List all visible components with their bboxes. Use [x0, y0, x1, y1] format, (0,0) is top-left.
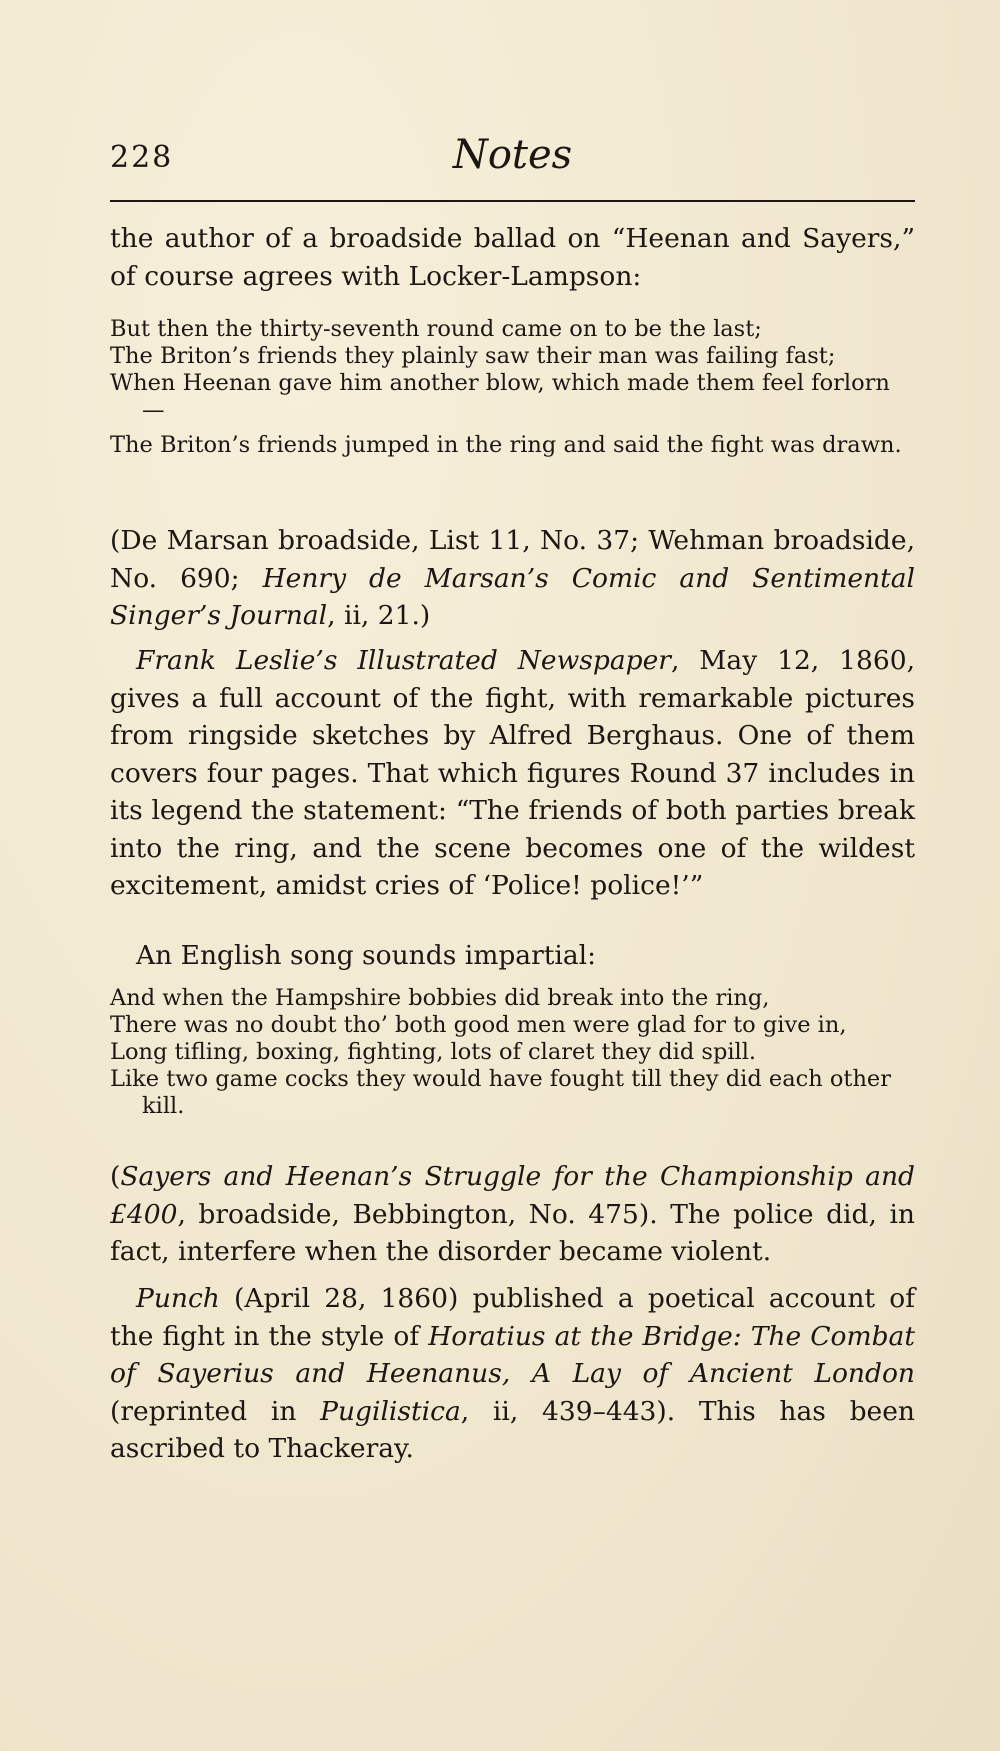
verse-line: The Briton’s friends they plainly saw their man was failing fast;: [110, 343, 836, 369]
paragraph-english-song: [110, 937, 915, 975]
poem-title: Horatius at the Bridge: The Combat of Sayerius and Heenanus, A Lay of Ancient London: [110, 1320, 915, 1389]
newspaper-title: Frank Leslie’s Illustrated Newspaper: [136, 645, 671, 676]
magazine-title: Punch: [136, 1283, 220, 1314]
text-line: course agrees with Locker-Lampson:: [144, 260, 642, 292]
verse-line: The Briton’s friends jumped in the ring and said the fight was drawn.: [110, 432, 902, 458]
verse-line: Long tifling, boxing, fighting, lots of claret they did spill.: [110, 1039, 757, 1065]
page-header: [110, 132, 915, 192]
verse-line: And when the Hampshire bobbies did break into the ring,: [110, 985, 770, 1011]
paragraph-citation-2: [110, 1158, 915, 1271]
broadside-title: Sayers and Heenan’s Struggle for the Championship and £400: [110, 1161, 915, 1230]
citation-text: , ii, 21.): [327, 600, 431, 631]
citation-text: (: [110, 1161, 121, 1192]
text-line: the author of a broadside ballad on “Heenan and Sayers,” of: [110, 223, 915, 292]
verse-quote-1: [110, 316, 915, 459]
paragraph-punch: [110, 1280, 915, 1468]
paragraph-text: , May 12, 1860, gives a full account of the fight, with remarkable pictures from ringside sketches by Alfred Berghaus. One of them covers four pages. That which figures Round 37 includes in its legend the statement: “The friends of both parties break into the ring, and the scene becomes one of the wildest excitement, amidst cries of ‘Police! police!’”: [110, 645, 915, 901]
verse-quote-2: [110, 985, 915, 1120]
paragraph-citation-1: [110, 522, 915, 635]
verse-line: But then the thirty-seventh round came on to be the last;: [110, 316, 762, 342]
header-rule: [110, 200, 915, 202]
verse-line: There was no doubt tho’ both good men were glad for to give in,: [110, 1012, 847, 1038]
book-title: Pugilistica: [320, 1395, 461, 1427]
paragraph-text: (reprinted in: [110, 1395, 321, 1427]
paragraph-text: , ii, 439–443). This has been ascribed to Thackeray.: [110, 1395, 915, 1464]
paragraph-intro: [110, 220, 915, 295]
paragraph-text: (April 28, 1860) published a poetical account of the fight in the style of: [110, 1283, 915, 1352]
paragraph-leslie: [110, 642, 915, 905]
running-head: Notes: [452, 132, 573, 178]
citation-text: , broadside, Bebbington, No. 475). The police did, in fact, interfere when the disorder became violent.: [110, 1198, 915, 1267]
verse-line: Like two game cocks they would have fought till they did each other kill.: [110, 1066, 892, 1119]
citation-text: (De Marsan broadside, List 11, No. 37; Wehman broadside, No. 690;: [110, 525, 915, 594]
verse-line: When Heenan gave him another blow, which made them feel forlorn —: [110, 370, 890, 423]
journal-title: Henry de Marsan’s Comic and Sentimental Singer’s Journal: [110, 562, 915, 631]
paragraph-text: An English song sounds impartial:: [136, 940, 597, 971]
page-number: 228: [110, 140, 174, 175]
